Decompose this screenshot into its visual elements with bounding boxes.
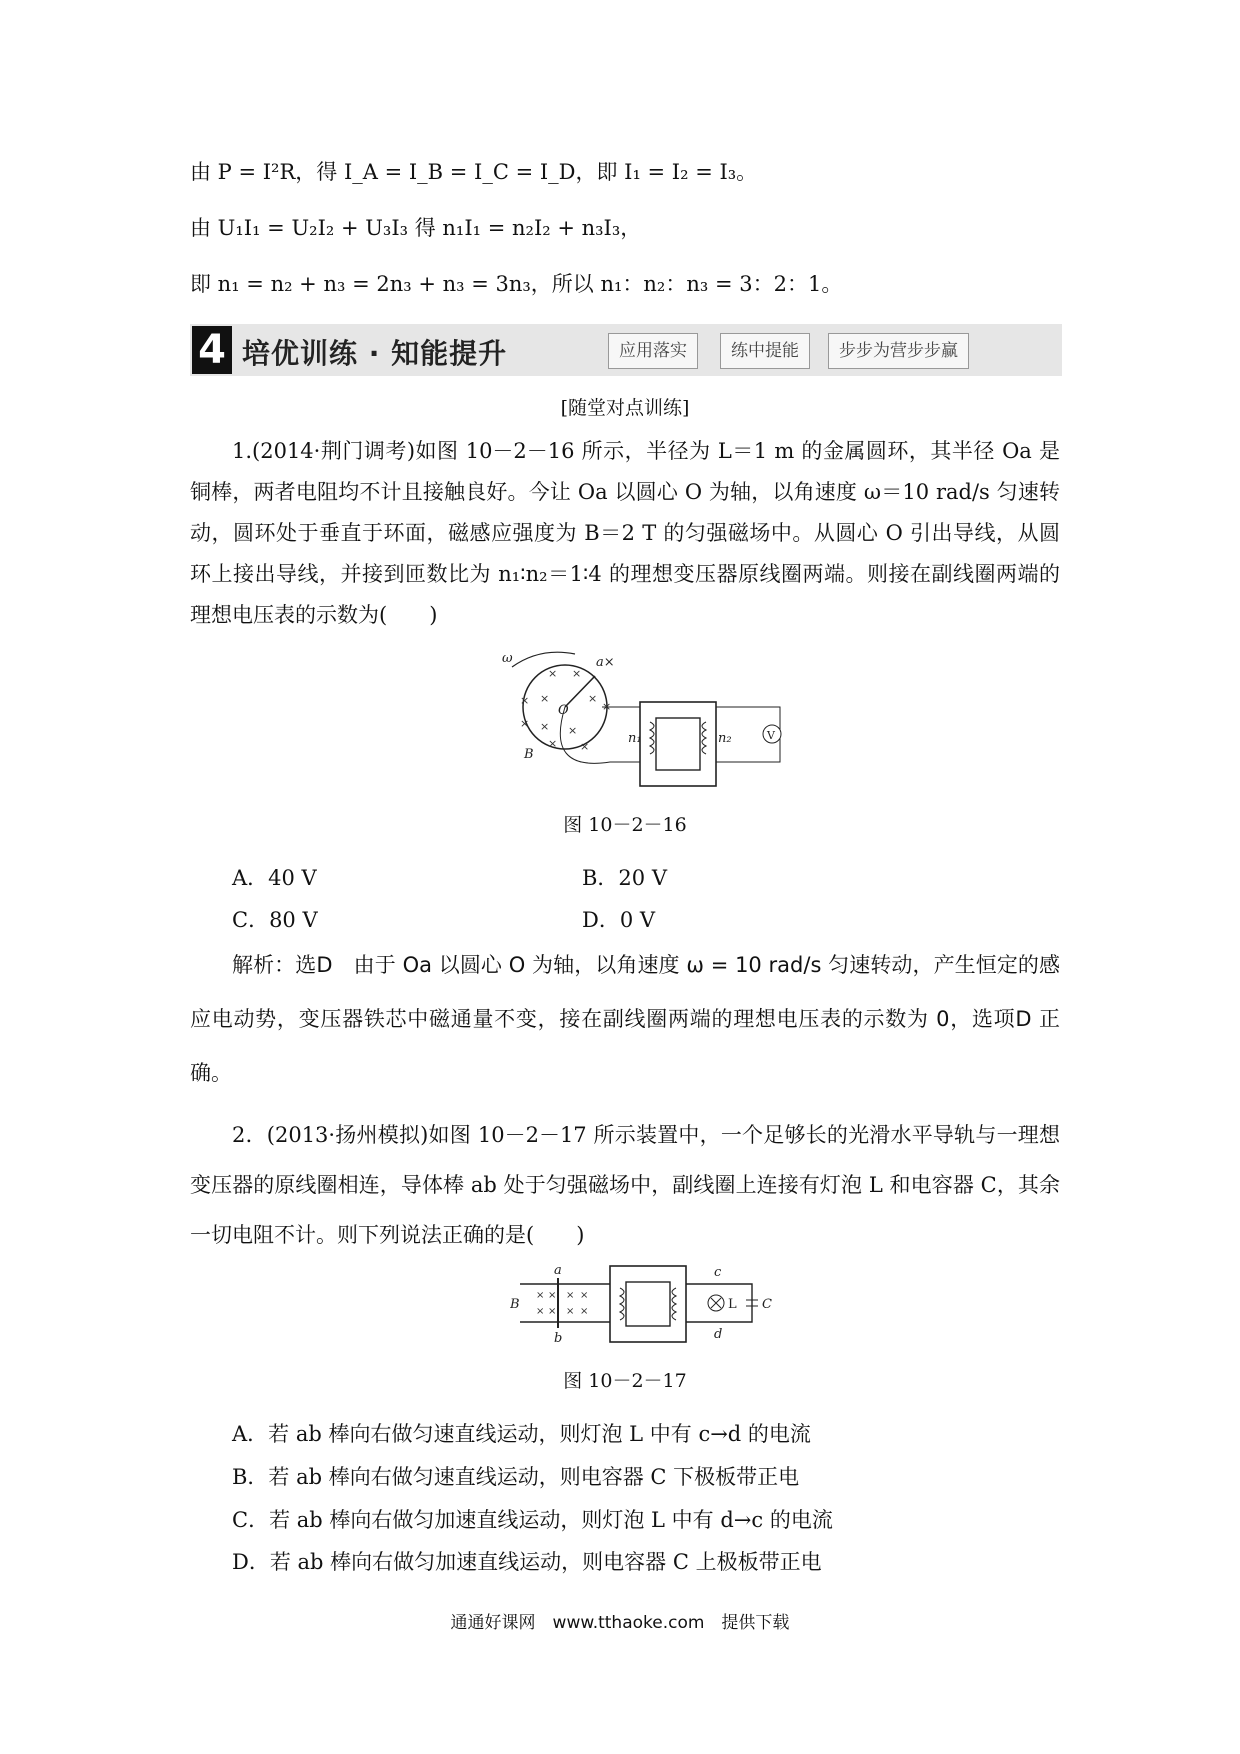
q2-option-b: B．若 ab 棒向右做匀速直线运动，则电容器 C 下极板带正电 — [232, 1465, 800, 1489]
svg-text:×: × — [540, 692, 550, 705]
label-omega: ω — [502, 651, 513, 666]
label-c: c — [714, 1265, 722, 1280]
label-L: L — [728, 1297, 737, 1312]
q1-analysis: 解析：选D 由于 Oa 以圆心 O 为轴，以角速度 ω = 10 rad/s 匀速转动，产生恒定的感应电动势，变压器铁芯中磁通量不变，接在副线圈两端的理想电压表的示数为 0，选项D 正确。 — [190, 953, 1060, 1085]
derivation-line-1: 由 P = I²R，得 I_A = I_B = I_C = I_D，即 I₁ = I₂ = I₃。 — [190, 160, 758, 184]
tag-practice: 练中提能 — [720, 333, 810, 369]
svg-text:×: × — [520, 694, 530, 707]
svg-text:×: × — [566, 1290, 575, 1301]
svg-text:×: × — [566, 1306, 575, 1317]
q1-option-d: D．0 V — [582, 908, 656, 932]
q2-option-a: A．若 ab 棒向右做匀速直线运动，则灯泡 L 中有 c→d 的电流 — [232, 1422, 811, 1446]
label-C: C — [762, 1297, 772, 1312]
question-2-text: 2．(2013·扬州模拟)如图 10－2－17 所示装置中，一个足够长的光滑水平导轨与一理想变压器的原线圈相连，导体棒 ab 处于匀强磁场中，副线圈上连接有灯泡 L 和电容器 C，其余一切电阻不计。则下列说法正确的是( ) — [190, 1123, 1060, 1247]
label-a: a× — [596, 655, 615, 670]
svg-text:×: × — [602, 700, 612, 713]
q1-option-a: A．40 V — [232, 866, 317, 890]
svg-text:×: × — [572, 667, 582, 680]
label-d: d — [714, 1327, 723, 1342]
svg-text:×: × — [548, 1306, 557, 1317]
question-1-text: 1.(2014·荆门调考)如图 10－2－16 所示，半径为 L＝1 m 的金属圆环，其半径 Oa 是铜棒，两者电阻均不计且接触良好。今让 Oa 以圆心 O 为轴，以角速度 ω＝10 rad/s 匀速转动，圆环处于垂直于环面，磁感应强度为 B＝2 T 的匀强磁场中。从圆心 O 引出导线，从圆环上接出导线，并接到匝数比为 n₁∶n₂＝1∶4 的理想变压器原线圈两端。则接在副线圈两端的理想电压表的示数为( ) — [190, 439, 1060, 627]
section-title: 培优训练 · 知能提升 — [242, 337, 508, 370]
svg-text:×: × — [588, 692, 598, 705]
label-B2: B — [510, 1297, 520, 1312]
label-O: O — [558, 703, 569, 718]
section-heading: [随堂对点训练] — [560, 397, 690, 419]
svg-text:×: × — [548, 667, 558, 680]
q2-option-c: C．若 ab 棒向右做匀加速直线运动，则灯泡 L 中有 d→c 的电流 — [232, 1508, 833, 1532]
q1-option-b: B．20 V — [582, 866, 667, 890]
figure-caption-2: 图 10－2－17 — [563, 1370, 687, 1392]
label-b2: b — [554, 1331, 563, 1346]
section-number: 4 — [192, 326, 232, 374]
svg-text:×: × — [580, 740, 590, 753]
svg-text:×: × — [536, 1306, 545, 1317]
figure-10-2-17 — [510, 1260, 780, 1350]
label-n2: n₂ — [718, 731, 732, 746]
svg-text:×: × — [540, 720, 550, 733]
svg-text:×: × — [548, 737, 558, 750]
tag-step: 步步为营步步赢 — [828, 333, 969, 369]
svg-text:×: × — [580, 1290, 589, 1301]
derivation-line-3: 即 n₁ = n₂ + n₃ = 2n₃ + n₃ = 3n₃，所以 n₁：n₂：n₃ = 3：2：1。 — [190, 272, 843, 296]
label-a2: a — [554, 1263, 562, 1278]
svg-text:×: × — [568, 724, 578, 737]
svg-text:×: × — [580, 1306, 589, 1317]
page-footer: 通通好课网 www.tthaoke.com 提供下载 — [450, 1613, 790, 1633]
q2-option-d: D．若 ab 棒向右做匀加速直线运动，则电容器 C 上极板带正电 — [232, 1550, 822, 1574]
figure-10-2-16 — [500, 642, 790, 792]
label-voltmeter: V — [767, 729, 775, 742]
svg-text:×: × — [520, 717, 530, 730]
svg-text:×: × — [536, 1290, 545, 1301]
label-n1: n₁ — [628, 731, 642, 746]
section-banner — [190, 324, 1062, 376]
q1-option-c: C．80 V — [232, 908, 318, 932]
figure-caption-1: 图 10－2－16 — [563, 814, 687, 836]
label-B: B — [524, 747, 534, 762]
svg-text:×: × — [548, 1290, 557, 1301]
derivation-line-2: 由 U₁I₁ = U₂I₂ + U₃I₃ 得 n₁I₁ = n₂I₂ + n₃I₃， — [190, 216, 642, 240]
tag-apply: 应用落实 — [608, 333, 698, 369]
